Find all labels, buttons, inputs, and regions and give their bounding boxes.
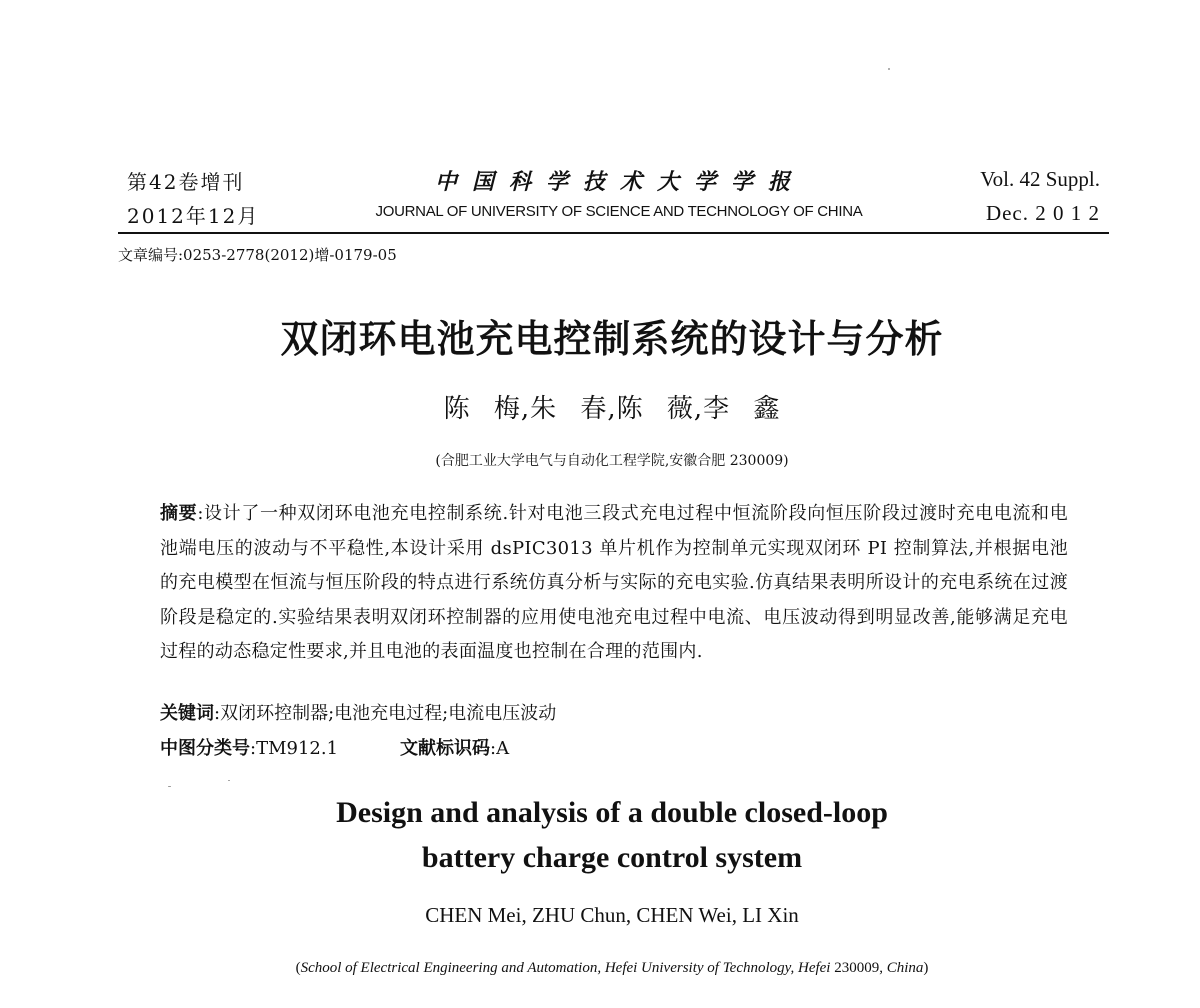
clc-value: :TM912.1 xyxy=(250,738,339,759)
affiliation-en-close: ) xyxy=(923,960,929,976)
keywords-text: :双闭环控制器;电池充电过程;电流电压波动 xyxy=(214,703,557,724)
keywords-label: 关键词 xyxy=(160,703,214,724)
doc-code-value: :A xyxy=(490,738,510,759)
affiliation-en-zip: 230009, xyxy=(830,960,887,976)
volume-cn: 第42卷增刊 xyxy=(127,170,245,194)
scan-speck xyxy=(228,780,230,781)
affiliation-en-country: China xyxy=(886,960,924,976)
date-cn: 2012年12月 xyxy=(127,204,260,228)
article-number: 文章编号:0253-2778(2012)增-0179-05 xyxy=(118,246,397,264)
clc-label: 中图分类号 xyxy=(160,738,250,759)
authors-en: CHEN Mei, ZHU Chun, CHEN Wei, LI Xin xyxy=(425,903,799,927)
title-en-line-1: Design and analysis of a double closed-loop xyxy=(336,796,888,829)
authors-cn: 陈 梅,朱 春,陈 薇,李 鑫 xyxy=(443,394,781,424)
journal-title-en: JOURNAL OF UNIVERSITY OF SCIENCE AND TECHNOLOGY OF CHINA xyxy=(375,203,863,220)
date-en: Dec. 2 0 1 2 xyxy=(985,201,1100,225)
classification xyxy=(160,735,509,763)
affiliation-en-open: ( xyxy=(295,960,301,976)
abstract-cn xyxy=(160,497,1068,670)
scan-speck xyxy=(888,68,890,70)
affiliation-en-text: School of Electrical Engineering and Automation, Hefei University of Technology, Hefei xyxy=(300,960,831,976)
journal-title-cn: 中国科学技术大学学报 xyxy=(434,169,805,195)
volume-en: Vol. 42 Suppl. xyxy=(980,167,1100,191)
affiliation-en xyxy=(0,960,1200,977)
abstract-text: :设计了一种双闭环电池充电控制系统.针对电池三段式充电过程中恒流阶段向恒压阶段过渡时充电电流和电池端电压的波动与不平稳性,本设计采用 dsPIC3013 单片机作为控制单元实现双闭环 PI 控制算法,并根据电池的充电模型在恒流与恒压阶段的特点进行系统仿真分析与实际的充电实验.仿真结果表明所设计的充电系统在过渡阶段是稳定的.实验结果表明双闭环控制器的应用使电池充电过程中电流、电压波动得到明显改善,能够满足充电过程的动态稳定性要求,并且电池的表面温度也控制在合理的范围内. xyxy=(160,503,1068,662)
paper-title-cn: 双闭环电池充电控制系统的设计与分析 xyxy=(280,317,944,361)
scan-speck xyxy=(168,786,171,787)
affiliation-cn: (合肥工业大学电气与自动化工程学院,安徽合肥 230009) xyxy=(435,453,789,469)
doc-code-label: 文献标识码 xyxy=(400,738,491,759)
paper-title-en xyxy=(0,790,1200,880)
abstract-label: 摘要 xyxy=(160,503,198,524)
title-en-line-2: battery charge control system xyxy=(421,841,803,874)
header-rule xyxy=(118,232,1109,234)
keywords xyxy=(160,700,556,728)
